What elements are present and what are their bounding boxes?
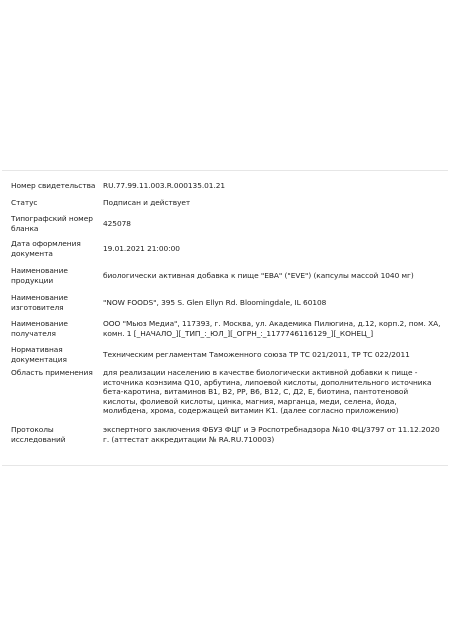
row-label: Нормативная документация <box>11 345 67 364</box>
table-row <box>11 236 441 262</box>
row-value: 425078 <box>103 218 131 228</box>
row-value: ООО "Мьюз Медиа", 117393, г. Москва, ул. Академика Пилюгина, д.12, корп.2, пом. ХА, комн. 1 [_НАЧАЛО_][_ТИП_:_ЮЛ_][_ОГРН_:_1177746116129_][_КОНЕЦ_] <box>103 319 441 338</box>
table-row <box>11 262 441 289</box>
table-row <box>11 316 441 342</box>
row-value: Подписан и действует <box>103 197 191 207</box>
row-label: Наименование получателя <box>11 319 68 338</box>
row-label: Область применения <box>11 368 93 377</box>
table-row <box>11 211 441 236</box>
row-label: Номер свидетельства <box>11 180 96 190</box>
row-label: Статус <box>11 197 38 207</box>
table-row <box>11 194 441 211</box>
table-row <box>11 289 441 316</box>
bottom-divider <box>2 465 448 466</box>
row-label: Протоколы исследований <box>11 425 66 444</box>
row-value: "NOW FOODS", 395 S. Glen Ellyn Rd. Bloomingdale, IL 60108 <box>103 297 327 307</box>
row-label: Типографский номер бланка <box>11 213 93 233</box>
row-label: Дата оформления документа <box>11 239 81 258</box>
row-value: RU.77.99.11.003.R.000135.01.21 <box>103 180 226 190</box>
table-row <box>11 425 441 449</box>
row-label: Наименование изготовителя <box>11 292 68 312</box>
row-value: Техническим регламентам Таможенного союза ТР ТС 021/2011, ТР ТС 022/2011 <box>103 350 410 360</box>
table-row <box>11 342 441 368</box>
table-row <box>11 368 441 425</box>
row-value: для реализации населению в качестве биологически активной добавки к пище - источника коэнзима Q10, арбутина, липоевой кислоты, дополнительного источника бета-каротина, витаминов В1, В2, РР, В6, В12, С, Д2, Е, биотина, пантотеновой кислоты, фолиевой кислоты, цинка, магния, марганца, меди, селена, йода, молибдена, хрома, содержащей витамин К1. (далее согласно приложению) <box>103 368 432 416</box>
table-row <box>11 177 441 194</box>
row-label: Наименование продукции <box>11 265 68 285</box>
row-value: экспертного заключения ФБУЗ ФЦГ и Э Роспотребнадзора №10 ФЦ/3797 от 11.12.2020 г. (аттестат аккредитации № RA.RU.710003) <box>103 425 440 444</box>
row-value: биологически активная добавка к пище "ЕВА" ("EVE") (капсулы массой 1040 мг) <box>103 270 414 280</box>
row-value: 19.01.2021 21:00:00 <box>103 244 180 254</box>
certificate-table <box>11 177 441 449</box>
top-divider <box>2 170 448 171</box>
